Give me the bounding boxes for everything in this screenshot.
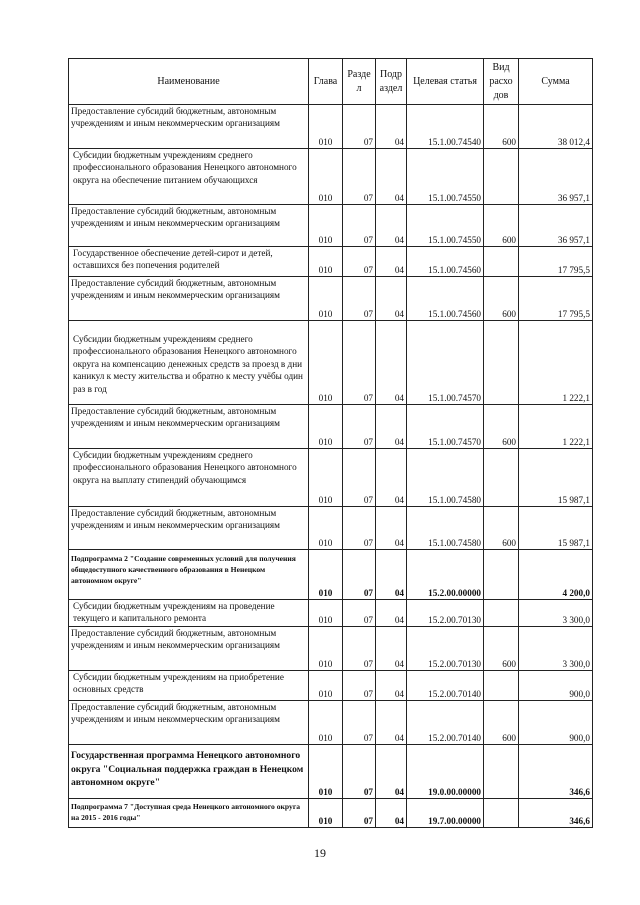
row-sum: 1 222,1 [519,321,593,405]
table-header-row [69,59,593,105]
row-target: 15.1.00.74580 [407,449,484,507]
row-name: Предоставление субсидий бюджетным, автономным учреждениям и иным некоммерческим организациям [69,405,309,449]
row-vid [484,799,519,828]
row-sum: 4 200,0 [519,550,593,600]
row-razdel: 07 [343,745,376,799]
row-glava: 010 [309,799,343,828]
row-target: 15.2.00.70130 [407,627,484,671]
row-sum: 38 012,4 [519,105,593,149]
row-podrazdel: 04 [376,321,407,405]
table-row [69,600,593,627]
budget-table [68,58,593,828]
row-name: Субсидии бюджетным учреждениям на приобретение основных средств [69,671,309,701]
row-vid: 600 [484,507,519,550]
row-podrazdel: 04 [376,105,407,149]
header-glava: Глава [309,59,343,105]
row-vid: 600 [484,405,519,449]
table-row [69,205,593,247]
row-name: Субсидии бюджетным учреждениям на проведение текущего и капитального ремонта [69,600,309,627]
row-podrazdel: 04 [376,277,407,321]
row-sum: 36 957,1 [519,149,593,205]
row-glava: 010 [309,321,343,405]
row-razdel: 07 [343,321,376,405]
table-row [69,247,593,277]
row-glava: 010 [309,105,343,149]
row-vid [484,321,519,405]
row-glava: 010 [309,745,343,799]
table-row [69,449,593,507]
row-sum: 346,6 [519,745,593,799]
row-vid [484,600,519,627]
header-name: Наименование [69,59,309,105]
row-name: Предоставление субсидий бюджетным, автономным учреждениям и иным некоммерческим организациям [69,277,309,321]
row-glava: 010 [309,627,343,671]
row-sum: 900,0 [519,701,593,745]
row-sum: 17 795,5 [519,277,593,321]
row-name: Предоставление субсидий бюджетным, автономным учреждениям и иным некоммерческим организациям [69,205,309,247]
row-name: Предоставление субсидий бюджетным, автономным учреждениям и иным некоммерческим организациям [69,627,309,671]
header-podrazdel: Подр аздел [376,59,407,105]
row-target: 15.1.00.74550 [407,149,484,205]
header-vid: Вид расхо дов [484,59,519,105]
row-podrazdel: 04 [376,149,407,205]
row-sum: 15 987,1 [519,507,593,550]
row-target: 15.2.00.00000 [407,550,484,600]
row-vid: 600 [484,701,519,745]
table-row [69,627,593,671]
row-target: 15.2.00.70140 [407,701,484,745]
row-sum: 15 987,1 [519,449,593,507]
row-razdel: 07 [343,205,376,247]
row-podrazdel: 04 [376,247,407,277]
row-vid: 600 [484,627,519,671]
row-target: 15.1.00.74560 [407,277,484,321]
header-sum: Сумма [519,59,593,105]
header-razdel: Разде л [343,59,376,105]
row-podrazdel: 04 [376,449,407,507]
row-glava: 010 [309,507,343,550]
row-podrazdel: 04 [376,205,407,247]
row-razdel: 07 [343,247,376,277]
table-row [69,701,593,745]
row-podrazdel: 04 [376,507,407,550]
header-target: Целевая статья [407,59,484,105]
table-row-subprogram [69,550,593,600]
row-name: Предоставление субсидий бюджетным, автономным учреждениям и иным некоммерческим организациям [69,507,309,550]
row-target: 15.1.00.74550 [407,205,484,247]
row-target: 15.1.00.74540 [407,105,484,149]
row-target: 15.1.00.74560 [407,247,484,277]
table-row-program [69,745,593,799]
row-name: Субсидии бюджетным учреждениям среднего профессионального образования Ненецкого автономного округа на обеспечение питанием обучающихся [69,149,309,205]
table-row [69,321,593,405]
row-vid [484,745,519,799]
row-glava: 010 [309,205,343,247]
row-sum: 900,0 [519,671,593,701]
row-razdel: 07 [343,149,376,205]
table-row-subprogram [69,799,593,828]
row-glava: 010 [309,671,343,701]
row-razdel: 07 [343,105,376,149]
row-razdel: 07 [343,507,376,550]
row-glava: 010 [309,449,343,507]
row-podrazdel: 04 [376,799,407,828]
table-row [69,149,593,205]
table-row [69,105,593,149]
row-razdel: 07 [343,701,376,745]
row-podrazdel: 04 [376,600,407,627]
row-sum: 1 222,1 [519,405,593,449]
row-razdel: 07 [343,627,376,671]
row-glava: 010 [309,600,343,627]
row-glava: 010 [309,550,343,600]
row-target: 15.1.00.74570 [407,405,484,449]
row-glava: 010 [309,405,343,449]
row-podrazdel: 04 [376,550,407,600]
row-podrazdel: 04 [376,745,407,799]
row-razdel: 07 [343,671,376,701]
row-vid [484,149,519,205]
row-vid [484,671,519,701]
row-name: Государственная программа Ненецкого автономного округа "Социальная поддержка граждан в Ненецком автономном округе" [69,745,309,799]
row-vid: 600 [484,105,519,149]
row-razdel: 07 [343,277,376,321]
table-row [69,277,593,321]
row-name: Предоставление субсидий бюджетным, автономным учреждениям и иным некоммерческим организациям [69,701,309,745]
row-podrazdel: 04 [376,701,407,745]
row-razdel: 07 [343,449,376,507]
row-vid [484,247,519,277]
row-sum: 346,6 [519,799,593,828]
row-vid: 600 [484,205,519,247]
row-glava: 010 [309,149,343,205]
row-target: 15.1.00.74580 [407,507,484,550]
row-glava: 010 [309,247,343,277]
row-sum: 3 300,0 [519,600,593,627]
row-name: Субсидии бюджетным учреждениям среднего профессионального образования Ненецкого автономного округа на компенсацию денежных средств за проезд в дни каникул к месту жительства и обратно к месту учёбы один раз в год [69,321,309,405]
row-vid [484,449,519,507]
row-glava: 010 [309,701,343,745]
row-razdel: 07 [343,600,376,627]
row-sum: 3 300,0 [519,627,593,671]
row-razdel: 07 [343,799,376,828]
row-razdel: 07 [343,550,376,600]
row-podrazdel: 04 [376,627,407,671]
row-glava: 010 [309,277,343,321]
row-target: 15.2.00.70130 [407,600,484,627]
row-name: Субсидии бюджетным учреждениям среднего профессионального образования Ненецкого автономного округа на выплату стипендий обучающимся [69,449,309,507]
row-sum: 36 957,1 [519,205,593,247]
row-target: 19.0.00.00000 [407,745,484,799]
row-target: 19.7.00.00000 [407,799,484,828]
row-target: 15.2.00.70140 [407,671,484,701]
row-name: Предоставление субсидий бюджетным, автономным учреждениям и иным некоммерческим организациям [69,105,309,149]
row-name: Подпрограмма 2 "Создание современных условий для получения общедоступного качественного образования в Ненецком автономном округе" [69,550,309,600]
row-podrazdel: 04 [376,405,407,449]
row-vid [484,550,519,600]
row-podrazdel: 04 [376,671,407,701]
row-sum: 17 795,5 [519,247,593,277]
table-row [69,405,593,449]
table-row [69,507,593,550]
row-target: 15.1.00.74570 [407,321,484,405]
row-vid: 600 [484,277,519,321]
row-name: Подпрограмма 7 "Доступная среда Ненецкого автономного округа на 2015 - 2016 годы" [69,799,309,828]
row-razdel: 07 [343,405,376,449]
page-number: 19 [314,846,326,860]
row-name: Государственное обеспечение детей-сирот и детей, оставшихся без попечения родителей [69,247,309,277]
table-row [69,671,593,701]
